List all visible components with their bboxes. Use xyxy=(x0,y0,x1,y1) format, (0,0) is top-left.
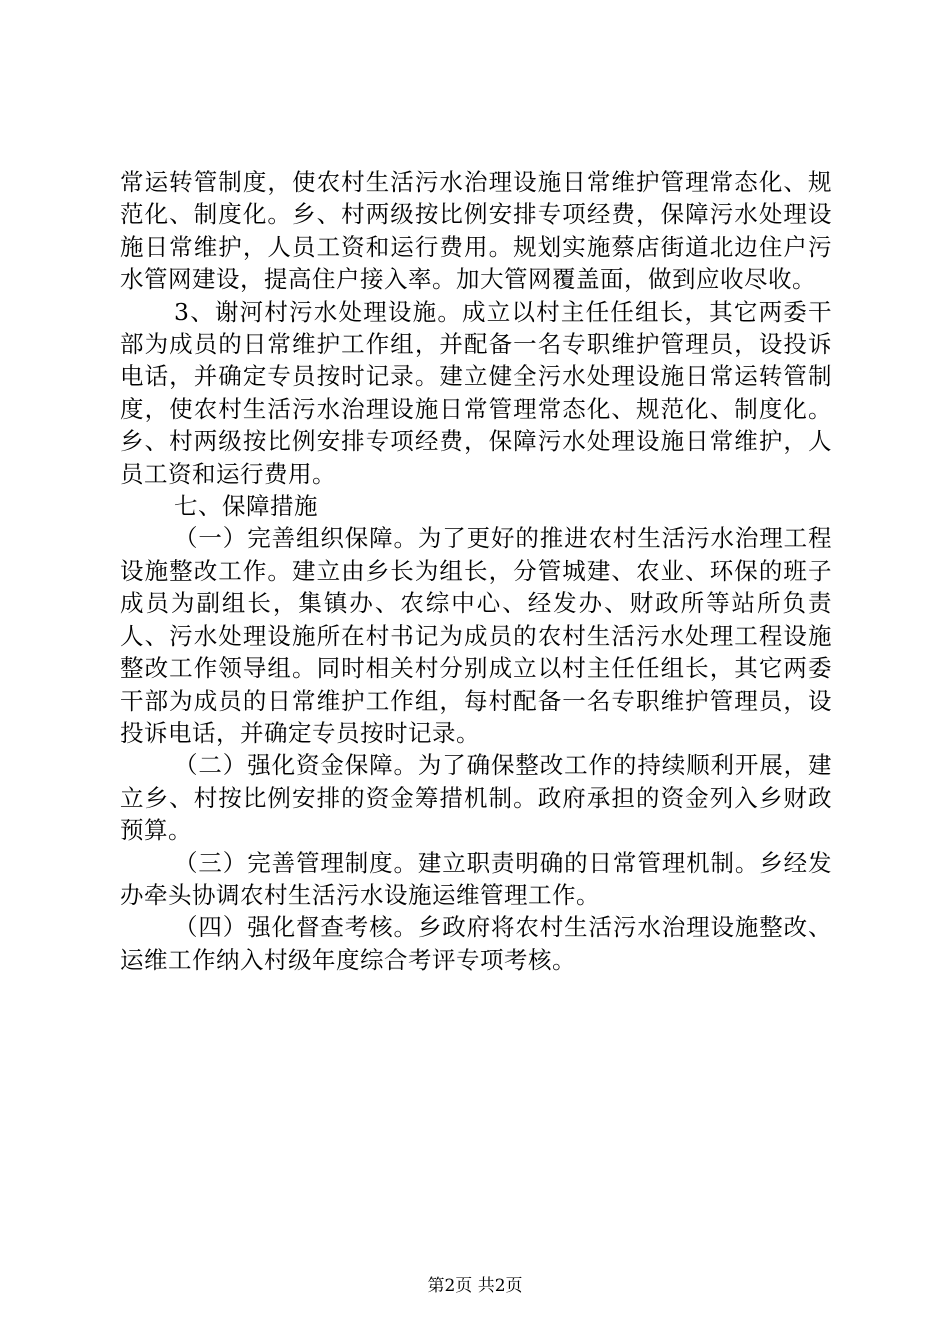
paragraph-7: （四）强化督查考核。乡政府将农村生活污水治理设施整改、运维工作纳入村级年度综合考评专项考核。 xyxy=(120,913,832,974)
document-body xyxy=(120,166,832,976)
paragraph-4: （一）完善组织保障。为了更好的推进农村生活污水治理工程设施整改工作。建立由乡长为组长，分管城建、农业、环保的班子成员为副组长，集镇办、农综中心、经发办、财政所等站所负责人、污水处理设施所在村书记为成员的农村生活污水处理工程设施整改工作领导组。同时相关村分别成立以村主任任组长，其它两委干部为成员的日常维护工作组，每村配备一名专职维护管理员，设投诉电话，并确定专员按时记录。 xyxy=(120,524,832,747)
paragraph-6: （三）完善管理制度。建立职责明确的日常管理机制。乡经发办牵头协调农村生活污水设施运维管理工作。 xyxy=(120,848,832,909)
page-footer: 第2页 共2页 xyxy=(427,1276,523,1296)
section-heading: 七、保障措施 xyxy=(174,492,319,521)
paragraph-5: （二）强化资金保障。为了确保整改工作的持续顺利开展，建立乡、村按比例安排的资金筹措机制。政府承担的资金列入乡财政预算。 xyxy=(120,751,832,845)
paragraph-1: 常运转管制度，使农村生活污水治理设施日常维护管理常态化、规范化、制度化。乡、村两级按比例安排专项经费，保障污水处理设施日常维护，人员工资和运行费用。规划实施蔡店街道北边住户污水管网建设，提高住户接入率。加大管网覆盖面，做到应收尽收。 xyxy=(120,168,832,294)
paragraph-2: 3、谢河村污水处理设施。成立以村主任任组长，其它两委干部为成员的日常维护工作组，并配备一名专职维护管理员，设投诉电话，并确定专员按时记录。建立健全污水处理设施日常运转管制度，使农村生活污水治理设施日常管理常态化、规范化、制度化。乡、村两级按比例安排专项经费，保障污水处理设施日常维护，人员工资和运行费用。 xyxy=(120,297,832,488)
